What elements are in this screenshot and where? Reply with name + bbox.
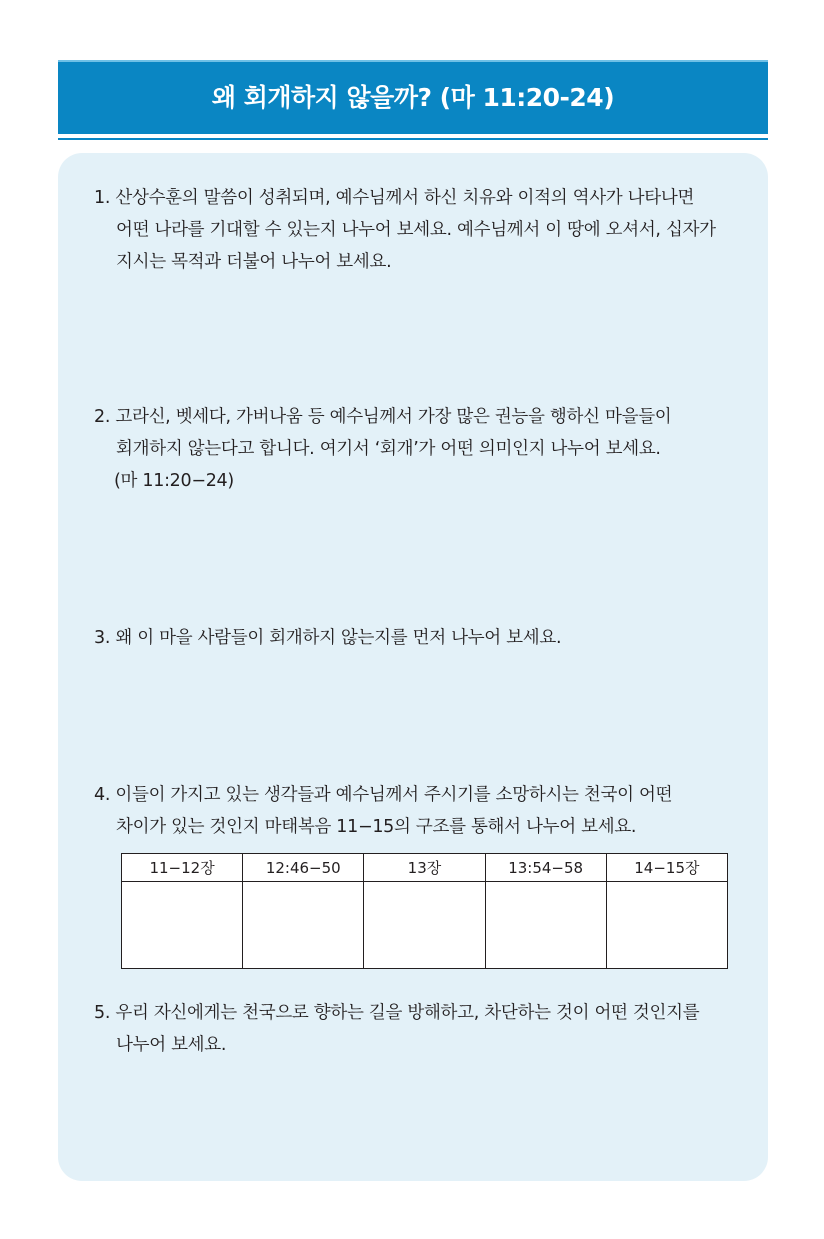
question-2-line-2: 회개하지 않는다고 합니다. 여기서 ‘회개’가 어떤 의미인지 나누어 보세요.: [116, 439, 661, 459]
table-header-cell: 11−12장: [122, 854, 243, 882]
question-5: [94, 997, 744, 1061]
question-1-line-3: 지시는 목적과 더불어 나누어 보세요.: [116, 252, 392, 272]
table-header-cell: 14−15장: [606, 854, 727, 882]
question-1-line-2: 어떤 나라를 기대할 수 있는지 나누어 보세요. 예수님께서 이 땅에 오셔서, 십자가: [116, 220, 716, 240]
table-answer-cell[interactable]: [485, 882, 606, 969]
question-5-line-2: 나누어 보세요.: [116, 1035, 227, 1055]
question-2: [94, 401, 744, 497]
question-4-line-1: 4. 이들이 가지고 있는 생각들과 예수님께서 주시기를 소망하시는 천국이 어떤: [94, 785, 673, 805]
table-answer-cell[interactable]: [364, 882, 485, 969]
question-2-line-1: 2. 고라신, 벳세다, 가버나움 등 예수님께서 가장 많은 권능을 행하신 마을들이: [94, 407, 672, 427]
question-3: [94, 622, 744, 654]
question-1: [94, 182, 744, 278]
question-2-reference: (마 11:20−24): [114, 471, 234, 491]
table-header-cell: 13:54−58: [485, 854, 606, 882]
question-4: [94, 779, 744, 843]
table-row: [122, 882, 728, 969]
table-answer-cell[interactable]: [606, 882, 727, 969]
question-3-line-1: 3. 왜 이 마을 사람들이 회개하지 않는지를 먼저 나누어 보세요.: [94, 628, 562, 648]
matthew-structure-table: [121, 853, 728, 969]
table-header-cell: 12:46−50: [243, 854, 364, 882]
table-header-row: [122, 854, 728, 882]
table-header-cell: 13장: [364, 854, 485, 882]
table-answer-cell[interactable]: [122, 882, 243, 969]
table-answer-cell[interactable]: [243, 882, 364, 969]
question-5-line-1: 5. 우리 자신에게는 천국으로 향하는 길을 방해하고, 차단하는 것이 어떤 것인지를: [94, 1003, 700, 1023]
page-title: 왜 회개하지 않을까? (마 11:20-24): [211, 83, 615, 112]
question-4-line-2: 차이가 있는 것인지 마태복음 11−15의 구조를 통해서 나누어 보세요.: [116, 817, 637, 837]
title-banner: [58, 60, 768, 134]
question-1-line-1: 1. 산상수훈의 말씀이 성취되며, 예수님께서 하신 치유와 이적의 역사가 나타나면: [94, 188, 695, 208]
